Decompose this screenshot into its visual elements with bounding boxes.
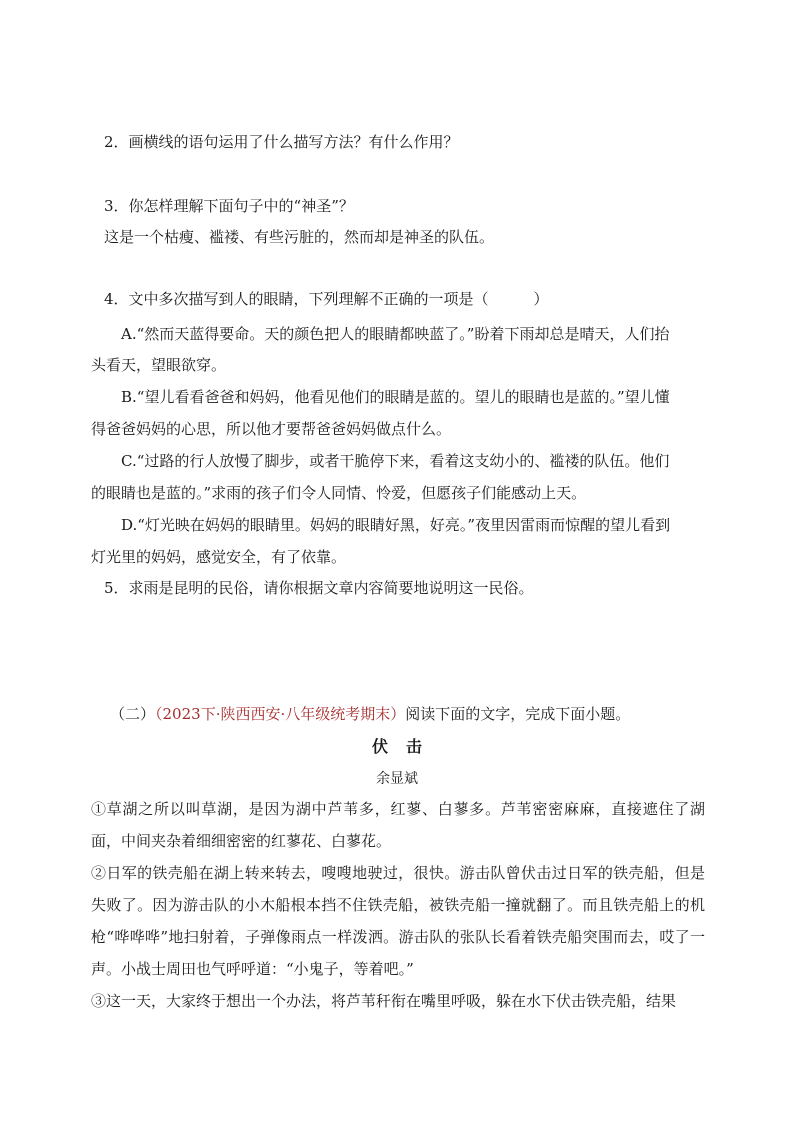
option-a-line-1: A.“然而天蓝得要命。天的颜色把人的眼睛都映蓝了。”盼着下雨却总是晴天，人们抬 xyxy=(121,325,670,343)
article-paragraph-1 xyxy=(91,793,705,857)
question-2: 2．画横线的语句运用了什么描写方法？有什么作用？ xyxy=(104,133,459,151)
option-d-line-2: 灯光里的妈妈，感觉安全，有了依靠。 xyxy=(91,548,347,566)
article-author: 余显斌 xyxy=(376,771,418,787)
section-source: （2023下·陕西西安·八年级统考期末） xyxy=(155,705,406,723)
article-title: 伏击 xyxy=(371,737,440,756)
article-paragraph-2 xyxy=(91,857,705,985)
paragraph-text: ①草湖之所以叫草湖，是因为湖中芦苇多，红蓼、白蓼多。芦苇密密麻麻，直接遮住了湖面，中间夹杂着细细密密的红蓼花、白蓼花。 xyxy=(91,800,705,850)
option-d-line-1: D.“灯光映在妈妈的眼睛里。妈妈的眼睛好黑，好亮。”夜里因雷雨而惊醒的望儿看到 xyxy=(121,516,671,534)
question-5: 5．求雨是昆明的民俗，请你根据文章内容简要地说明这一民俗。 xyxy=(104,579,534,597)
option-a-line-2: 头看天，望眼欲穿。 xyxy=(91,356,227,374)
question-4: 4．文中多次描写到人的眼睛，下列理解不正确的一项是（ ） xyxy=(104,290,549,308)
article-paragraph-3 xyxy=(91,985,705,1017)
question-3: 3．你怎样理解下面句子中的“神圣”？ xyxy=(104,197,354,215)
section-instruction: 阅读下面的文字，完成下面小题。 xyxy=(405,705,631,723)
paragraph-text: ③这一天，大家终于想出一个办法，将芦苇秆衔在嘴里呼吸，躲在水下伏击铁壳船，结果 xyxy=(91,992,677,1010)
paragraph-text: ②日军的铁壳船在湖上转来转去，嗖嗖地驶过，很快。游击队曾伏击过日军的铁壳船，但是失败了。因为游击队的小木船根本挡不住铁壳船，被铁壳船一撞就翻了。而且铁壳船上的机枪“哗哗哗”地扫射着，子弹像雨点一样泼洒。游击队的张队长看着铁壳船突围而去，哎了一声。小战士周田也气呼呼道：“小鬼子，等着吧。” xyxy=(91,864,705,978)
option-c-line-2: 的眼睛也是蓝的。”求雨的孩子们令人同情、怜爱，但愿孩子们能感动上天。 xyxy=(91,484,587,502)
option-c-line-1: C.“过路的行人放慢了脚步，或者干脆停下来，看着这支幼小的、褴褛的队伍。他们 xyxy=(121,452,670,470)
option-b-line-1: B.“望儿看看爸爸和妈妈，他看见他们的眼睛是蓝的。望儿的眼睛也是蓝的。”望儿懂 xyxy=(121,388,670,406)
option-b-line-2: 得爸爸妈妈的心思，所以他才要帮爸爸妈妈做点什么。 xyxy=(91,420,452,438)
section-prefix: （二） xyxy=(110,705,156,723)
question-3-sentence: 这是一个枯瘦、褴褛、有些污脏的，然而却是神圣的队伍。 xyxy=(104,228,495,246)
section-heading xyxy=(110,703,630,725)
